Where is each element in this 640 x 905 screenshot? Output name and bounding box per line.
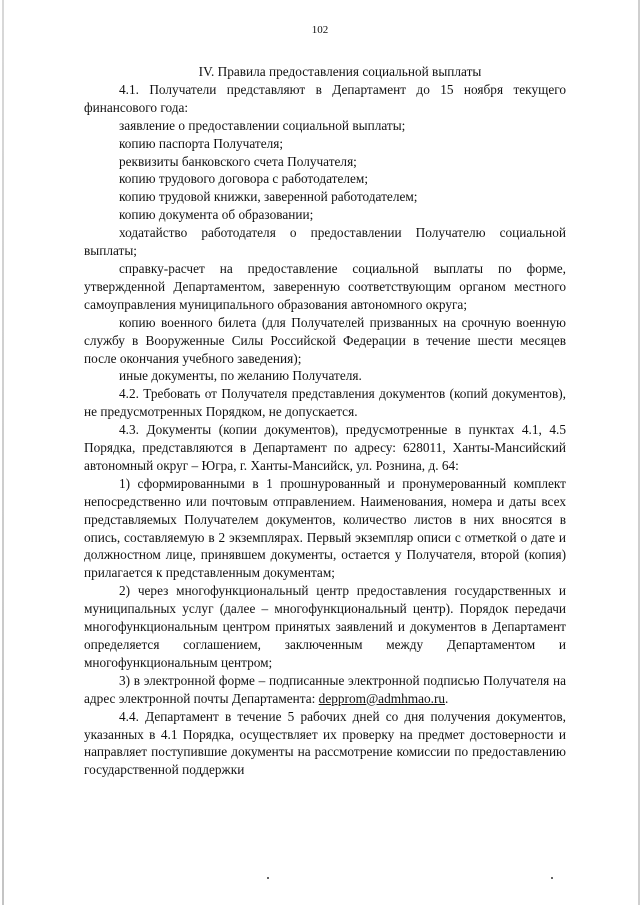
scan-mark (267, 877, 269, 879)
list-item: копию документа об образовании; (119, 207, 314, 223)
paragraph-4-3: 4.3. Документы (копии документов), предусмотренные в пунктах 4.1, 4.5 Порядка, представляются в Департамент по адресу: 628011, Ханты-Мансийский автономный округ – Югра, г. Ханты-Мансийск, ул. Рознина, д. 64: (84, 422, 566, 473)
list-item: копию трудового договора с работодателем; (119, 171, 369, 187)
list-item: иные документы, по желанию Получателя. (119, 368, 362, 384)
list-item: ходатайство работодателя о предоставлении Получателю социальной выплаты; (84, 225, 566, 259)
document-body (84, 63, 566, 779)
paragraph-4-1: 4.1. Получатели представляют в Департамент до 15 ноября текущего финансового года: (84, 81, 566, 115)
email-link[interactable]: depprom@admhmao.ru (318, 690, 446, 706)
list-item: копию паспорта Получателя; (119, 135, 284, 151)
subitem-3-text: 3) в электронной форме – подписанные электронной подписью Получателя на адрес электронной почты Департамента: (84, 672, 566, 706)
scan-mark (551, 877, 553, 879)
paragraph-4-2: 4.2. Требовать от Получателя представления документов (копий документов), не предусмотренных Порядком, не допускается. (84, 386, 566, 420)
paragraph-4-4: 4.4. Департамент в течение 5 рабочих дней со дня получения документов, указанных в 4.1 Порядка, осуществляет их проверку на предмет достоверности и направляет поступившие документы на рассмотрение комиссии по предоставлению государственной поддержки (84, 708, 566, 778)
list-item: реквизиты банковского счета Получателя; (119, 153, 357, 169)
list-item: заявление о предоставлении социальной выплаты; (119, 117, 406, 133)
list-item: копию военного билета (для Получателей призванных на срочную военную службу в Вооруженные Силы Российской Федерации в течение шести месяцев после окончания учебного заведения); (84, 314, 566, 366)
list-item: копию трудовой книжки, заверенной работодателем; (119, 189, 418, 205)
subitem-2: 2) через многофункциональный центр предоставления государственных и муниципальных услуг (далее – многофункциональный центр). Порядок передачи многофункциональным центром принятых заявлений и документов в Департамент определяется соглашением, заключенным между Департаментом и многофункциональным центром; (84, 583, 566, 670)
scan-edge-left (2, 0, 4, 905)
subitem-3 (84, 672, 566, 708)
section-title: IV. Правила предоставления социальной выплаты (198, 64, 482, 79)
subitem-1: 1) сформированными в 1 прошнурованный и пронумерованный комплект непосредственно или почтовым отправлением. Наименования, номера и даты всех представляемых Получателем документов, количество листов в них вносятся в опись, составляемую в 2 экземплярах. Первый экземпляр описи с отметкой о дате и должностном лице, принявшем документы, остается у Получателя, второй (копия) прилагается к представленным документам; (84, 475, 566, 581)
list-item: справку-расчет на предоставление социальной выплаты по форме, утвержденной Департаментом, заверенную соответствующим органом местного самоуправления муниципального образования автономного округа; (84, 260, 566, 312)
subitem-3-end: . (445, 690, 449, 706)
page-number: 102 (311, 24, 329, 36)
